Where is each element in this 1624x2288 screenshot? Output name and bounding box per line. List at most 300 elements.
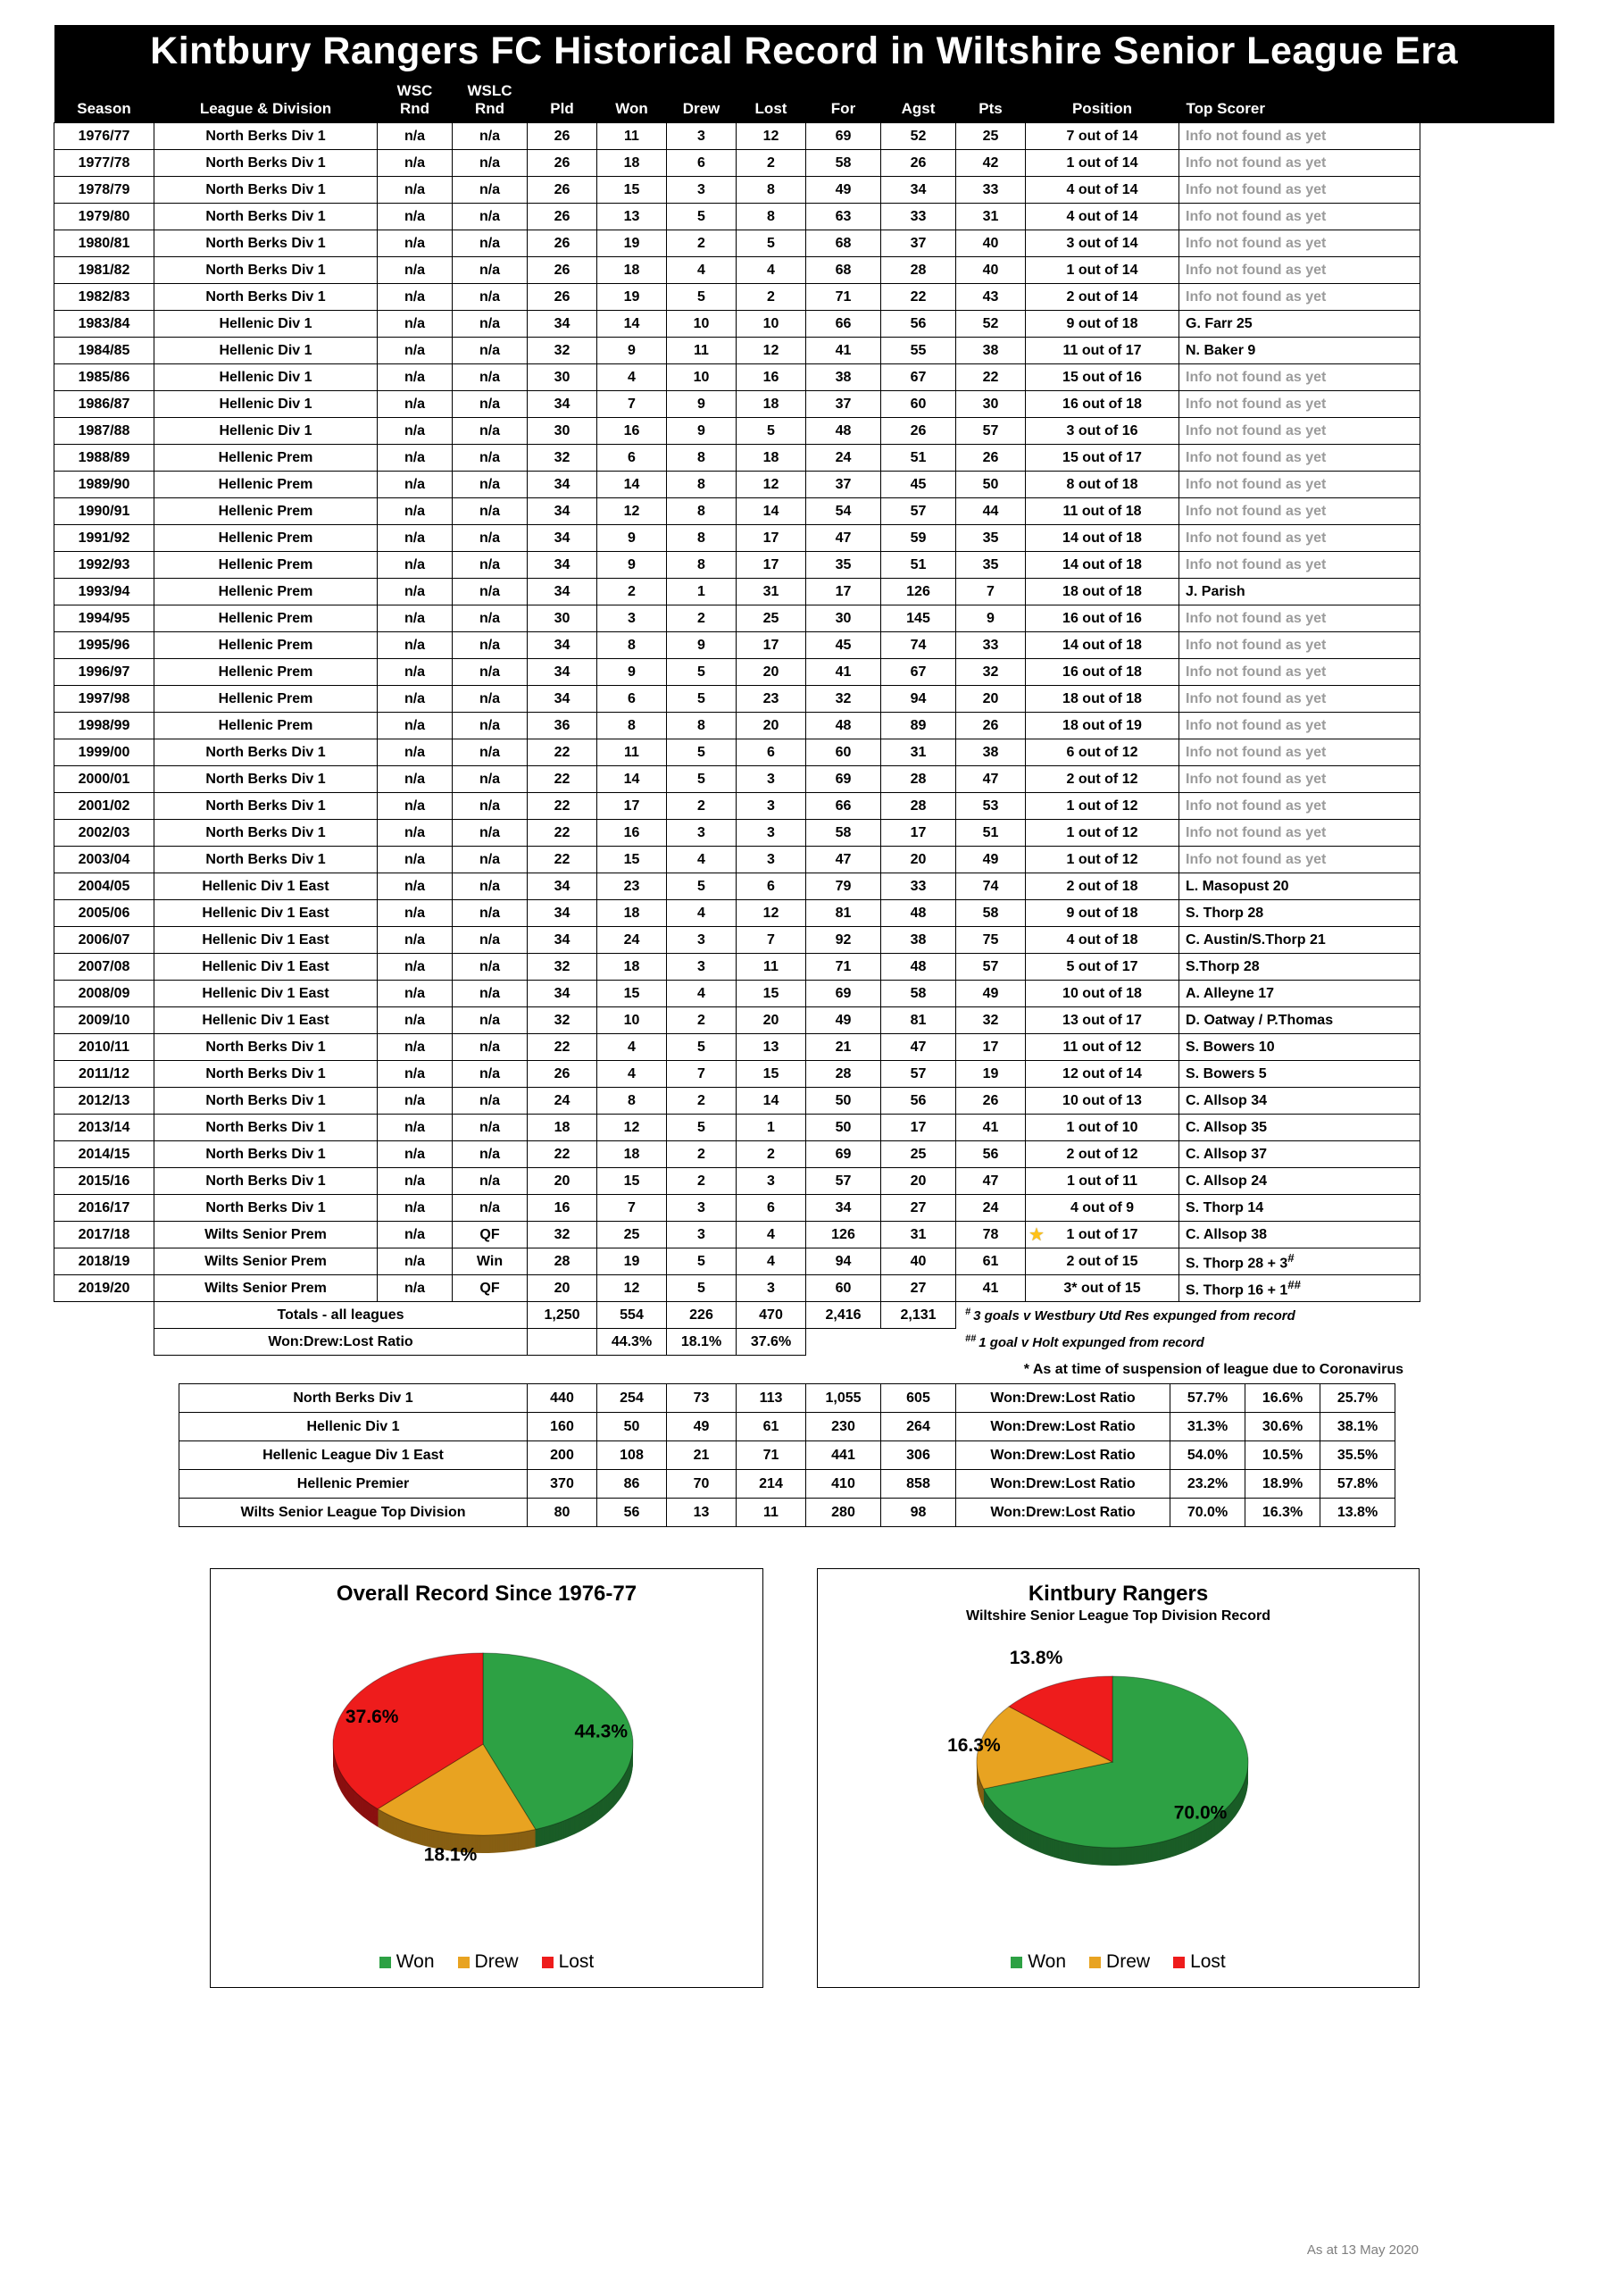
cell-pld: 34 — [528, 927, 597, 954]
cell-won: 11 — [597, 739, 667, 766]
cell-league: Hellenic Prem — [154, 713, 378, 739]
scorer-footnote-mark: # — [1287, 1250, 1295, 1265]
cell-pos: 4 out of 14 — [1026, 204, 1179, 230]
cell-lost: 2 — [737, 284, 806, 311]
cell-won: 15 — [597, 981, 667, 1007]
cell-agst: 51 — [881, 552, 956, 579]
cell-wslc: n/a — [453, 364, 528, 391]
row-filler — [1420, 605, 1554, 632]
cell-drew: 2 — [667, 1007, 737, 1034]
cell-pld: 34 — [528, 686, 597, 713]
cell-agst: 51 — [881, 445, 956, 472]
cell-wslc: n/a — [453, 498, 528, 525]
row-filler — [1420, 284, 1554, 311]
col-header-pts: Pts — [956, 77, 1026, 123]
cell-pos: 16 out of 16 — [1026, 605, 1179, 632]
cell-wsc: n/a — [378, 605, 453, 632]
cell-league: Hellenic Prem — [154, 525, 378, 552]
cell-for: 37 — [806, 472, 881, 498]
cell-season: 1981/82 — [54, 257, 154, 284]
cell-wsc: n/a — [378, 1115, 453, 1141]
cell-scorer: S. Bowers 10 — [1179, 1034, 1420, 1061]
cell-scorer: S.Thorp 28 — [1179, 954, 1420, 981]
cell-league: North Berks Div 1 — [154, 1088, 378, 1115]
cell-league: North Berks Div 1 — [154, 123, 378, 150]
cell-season: 2017/18 — [54, 1222, 154, 1248]
cell-league: Hellenic Div 1 East — [154, 981, 378, 1007]
summary-cell-drew: 73 — [667, 1384, 737, 1413]
cell-pts: 9 — [956, 605, 1026, 632]
cell-drew: 10 — [667, 311, 737, 338]
row-filler — [1420, 659, 1554, 686]
summary-cell-ratio-label: Won:Drew:Lost Ratio — [956, 1384, 1170, 1413]
cell-wslc: n/a — [453, 525, 528, 552]
cell-pts: 53 — [956, 793, 1026, 820]
cell-won: 25 — [597, 1222, 667, 1248]
cell-league: Hellenic Div 1 — [154, 418, 378, 445]
pie-value-label: 16.3% — [947, 1734, 1001, 1756]
cell-scorer: S. Thorp 16 + 1## — [1179, 1275, 1420, 1302]
cell-wsc: n/a — [378, 954, 453, 981]
cell-wslc: n/a — [453, 1115, 528, 1141]
legend-label: Drew — [1106, 1951, 1151, 1972]
cell-scorer: C. Allsop 37 — [1179, 1141, 1420, 1168]
cell-for: 35 — [806, 552, 881, 579]
cell-pts: 57 — [956, 954, 1026, 981]
cell-won: 7 — [597, 391, 667, 418]
cell-pld: 34 — [528, 900, 597, 927]
cell-wslc: n/a — [453, 123, 528, 150]
cell-for: 24 — [806, 445, 881, 472]
cell-pos: 1 out of 12 — [1026, 793, 1179, 820]
league-summary-table — [179, 1383, 1395, 1527]
cell-lost: 4 — [737, 1248, 806, 1275]
cell-wslc: n/a — [453, 739, 528, 766]
cell-pld: 26 — [528, 230, 597, 257]
cell-won: 4 — [597, 1034, 667, 1061]
as-at-date: As at 13 May 2020 — [1306, 2242, 1419, 2258]
summary-cell-league: Hellenic League Div 1 East — [179, 1441, 528, 1470]
cell-drew: 10 — [667, 364, 737, 391]
cell-season: 1990/91 — [54, 498, 154, 525]
cell-season: 2005/06 — [54, 900, 154, 927]
cell-wslc: n/a — [453, 605, 528, 632]
cell-pld: 24 — [528, 1088, 597, 1115]
cell-season: 2003/04 — [54, 847, 154, 873]
season-row — [54, 1007, 1554, 1034]
summary-cell-won: 86 — [597, 1470, 667, 1499]
cell-pld: 26 — [528, 123, 597, 150]
summary-cell-pld: 440 — [528, 1384, 597, 1413]
cell-pld: 22 — [528, 766, 597, 793]
cell-pos: 3* out of 15 — [1026, 1275, 1179, 1302]
cell-won: 6 — [597, 445, 667, 472]
footnote-holt — [806, 1329, 1554, 1356]
cell-pos: 1 out of 11 — [1026, 1168, 1179, 1195]
cell-lost: 20 — [737, 659, 806, 686]
cell-won: 18 — [597, 954, 667, 981]
summary-cell-drew-pct: 10.5% — [1245, 1441, 1320, 1470]
cell-pts: 24 — [956, 1195, 1026, 1222]
cell-drew: 3 — [667, 1195, 737, 1222]
season-row — [54, 1061, 1554, 1088]
summary-cell-lost: 113 — [737, 1384, 806, 1413]
legend-label: Won — [396, 1951, 435, 1972]
cell-for: 17 — [806, 579, 881, 605]
cell-agst: 57 — [881, 1061, 956, 1088]
cell-agst: 56 — [881, 311, 956, 338]
cell-season: 2019/20 — [54, 1275, 154, 1302]
cell-lost: 3 — [737, 793, 806, 820]
cell-lost: 16 — [737, 364, 806, 391]
cell-pts: 31 — [956, 204, 1026, 230]
row-filler — [1420, 338, 1554, 364]
cell-drew: 5 — [667, 1034, 737, 1061]
summary-cell-won-pct: 31.3% — [1170, 1413, 1245, 1441]
cell-pts: 30 — [956, 391, 1026, 418]
cell-agst: 58 — [881, 981, 956, 1007]
cell-pts: 7 — [956, 579, 1026, 605]
cell-pld: 26 — [528, 257, 597, 284]
season-row — [54, 1275, 1554, 1302]
cell-pos: 2 out of 12 — [1026, 1141, 1179, 1168]
summary-cell-ratio-label: Won:Drew:Lost Ratio — [956, 1499, 1170, 1527]
cell-drew: 2 — [667, 605, 737, 632]
footnote-westbury — [956, 1302, 1554, 1329]
cell-for: 58 — [806, 820, 881, 847]
cell-pos: 3 out of 16 — [1026, 418, 1179, 445]
cell-won: 15 — [597, 177, 667, 204]
cell-scorer: Info not found as yet — [1179, 847, 1420, 873]
legend-item-won — [1011, 1951, 1066, 1973]
cell-season: 1994/95 — [54, 605, 154, 632]
cell-league: Hellenic Div 1 East — [154, 900, 378, 927]
cell-pld: 26 — [528, 284, 597, 311]
cell-lost: 15 — [737, 981, 806, 1007]
cell-won: 8 — [597, 1088, 667, 1115]
cell-lost: 18 — [737, 391, 806, 418]
season-row — [54, 1088, 1554, 1115]
row-filler — [1420, 739, 1554, 766]
cell-lost: 20 — [737, 1007, 806, 1034]
cell-season: 1989/90 — [54, 472, 154, 498]
cell-lost: 11 — [737, 954, 806, 981]
cell-drew: 9 — [667, 418, 737, 445]
cell-for: 37 — [806, 391, 881, 418]
summary-cell-drew-pct: 30.6% — [1245, 1413, 1320, 1441]
cell-scorer: S. Thorp 14 — [1179, 1195, 1420, 1222]
totals-row — [54, 1302, 1554, 1329]
cell-league: Hellenic Prem — [154, 498, 378, 525]
cell-drew: 3 — [667, 954, 737, 981]
row-filler — [1420, 927, 1554, 954]
cell-won: 8 — [597, 713, 667, 739]
cell-pts: 40 — [956, 230, 1026, 257]
cell-pts: 40 — [956, 257, 1026, 284]
legend-label: Lost — [1190, 1951, 1226, 1972]
cell-won: 16 — [597, 418, 667, 445]
summary-cell-for: 280 — [806, 1499, 881, 1527]
cell-league: North Berks Div 1 — [154, 766, 378, 793]
cell-wsc: n/a — [378, 1088, 453, 1115]
col-header-season: Season — [54, 77, 154, 123]
cell-scorer: Info not found as yet — [1179, 123, 1420, 150]
cell-season: 1984/85 — [54, 338, 154, 364]
cell-pts: 56 — [956, 1141, 1026, 1168]
summary-cell-won-pct: 54.0% — [1170, 1441, 1245, 1470]
pie-value-label: 13.8% — [1009, 1648, 1063, 1669]
cell-for: 34 — [806, 1195, 881, 1222]
cell-pos: 15 out of 16 — [1026, 364, 1179, 391]
summary-cell-drew: 21 — [667, 1441, 737, 1470]
cell-lost: 1 — [737, 1115, 806, 1141]
cell-drew: 4 — [667, 847, 737, 873]
cell-drew: 2 — [667, 1088, 737, 1115]
ratio-spacer — [54, 1329, 154, 1356]
cell-agst: 56 — [881, 1088, 956, 1115]
cell-scorer: C. Austin/S.Thorp 21 — [1179, 927, 1420, 954]
cell-wslc: n/a — [453, 230, 528, 257]
cell-scorer: A. Alleyne 17 — [1179, 981, 1420, 1007]
cell-pos: 18 out of 18 — [1026, 686, 1179, 713]
cell-wslc: n/a — [453, 820, 528, 847]
cell-for: 66 — [806, 311, 881, 338]
cell-pld: 26 — [528, 1061, 597, 1088]
cell-lost: 12 — [737, 338, 806, 364]
cell-lost: 3 — [737, 1168, 806, 1195]
cell-lost: 6 — [737, 1195, 806, 1222]
legend-label: Won — [1028, 1951, 1067, 1972]
cell-won: 23 — [597, 873, 667, 900]
cell-season: 1985/86 — [54, 364, 154, 391]
row-filler — [1420, 900, 1554, 927]
cell-pos: 9 out of 18 — [1026, 311, 1179, 338]
cell-league: Hellenic Div 1 East — [154, 954, 378, 981]
legend-item-lost — [542, 1951, 595, 1973]
cell-pts: 78 — [956, 1222, 1026, 1248]
cell-wsc: n/a — [378, 579, 453, 605]
cell-pos: 9 out of 18 — [1026, 900, 1179, 927]
pie-value-label: 44.3% — [574, 1721, 629, 1742]
cell-pts: 49 — [956, 981, 1026, 1007]
cell-wslc: n/a — [453, 659, 528, 686]
cell-agst: 26 — [881, 418, 956, 445]
cell-league: North Berks Div 1 — [154, 1168, 378, 1195]
cell-season: 2008/09 — [54, 981, 154, 1007]
row-filler — [1420, 713, 1554, 739]
cell-league: North Berks Div 1 — [154, 793, 378, 820]
cell-drew: 9 — [667, 632, 737, 659]
col-header-wsc-top: WSC — [396, 82, 433, 99]
cell-for: 50 — [806, 1115, 881, 1141]
cell-scorer: S. Bowers 5 — [1179, 1061, 1420, 1088]
cell-league: North Berks Div 1 — [154, 1115, 378, 1141]
cell-wslc: n/a — [453, 284, 528, 311]
cell-league: North Berks Div 1 — [154, 204, 378, 230]
cell-pts: 47 — [956, 1168, 1026, 1195]
row-filler — [1420, 1034, 1554, 1061]
cell-pos: 2 out of 15 — [1026, 1248, 1179, 1275]
cell-league: Hellenic Prem — [154, 579, 378, 605]
cell-lost: 17 — [737, 632, 806, 659]
cell-won: 18 — [597, 257, 667, 284]
cell-season: 2000/01 — [54, 766, 154, 793]
cell-pos: 4 out of 14 — [1026, 177, 1179, 204]
cell-pos: 1 out of 10 — [1026, 1115, 1179, 1141]
cell-drew: 8 — [667, 498, 737, 525]
cell-scorer: Info not found as yet — [1179, 552, 1420, 579]
champions-star-icon: ★ — [1029, 1225, 1045, 1245]
cell-pts: 33 — [956, 177, 1026, 204]
cell-pld: 30 — [528, 364, 597, 391]
cell-pld: 34 — [528, 659, 597, 686]
row-filler — [1420, 472, 1554, 498]
season-row — [54, 766, 1554, 793]
cell-scorer: Info not found as yet — [1179, 391, 1420, 418]
cell-won: 9 — [597, 659, 667, 686]
summary-cell-lost: 71 — [737, 1441, 806, 1470]
ratio-drew: 18.1% — [667, 1329, 737, 1356]
ratio-pld-empty — [528, 1329, 597, 1356]
cell-wslc: n/a — [453, 713, 528, 739]
cell-pld: 32 — [528, 954, 597, 981]
cell-pos: 18 out of 19 — [1026, 713, 1179, 739]
cell-pos: 11 out of 12 — [1026, 1034, 1179, 1061]
cell-won: 19 — [597, 1248, 667, 1275]
summary-cell-league: North Berks Div 1 — [179, 1384, 528, 1413]
cell-drew: 5 — [667, 873, 737, 900]
summary-row — [179, 1470, 1395, 1499]
summary-cell-lost: 11 — [737, 1499, 806, 1527]
cell-wsc: n/a — [378, 632, 453, 659]
cell-scorer: Info not found as yet — [1179, 793, 1420, 820]
footnote-mark: ## — [965, 1333, 977, 1345]
footnote-mark: # — [965, 1307, 971, 1318]
cell-won: 14 — [597, 766, 667, 793]
cell-wslc: n/a — [453, 793, 528, 820]
cell-wsc: n/a — [378, 1222, 453, 1248]
summary-cell-won-pct: 70.0% — [1170, 1499, 1245, 1527]
cell-lost: 2 — [737, 1141, 806, 1168]
cell-pld: 22 — [528, 793, 597, 820]
cell-for: 45 — [806, 632, 881, 659]
season-row — [54, 123, 1554, 150]
season-row — [54, 1141, 1554, 1168]
cell-agst: 126 — [881, 579, 956, 605]
cell-season: 2002/03 — [54, 820, 154, 847]
totals-section — [54, 1302, 1554, 1356]
summary-cell-agst: 858 — [881, 1470, 956, 1499]
cell-pts: 26 — [956, 713, 1026, 739]
cell-wsc: n/a — [378, 686, 453, 713]
row-filler — [1420, 1115, 1554, 1141]
cell-pld: 32 — [528, 1222, 597, 1248]
cell-pts: 41 — [956, 1115, 1026, 1141]
overall-record-pie-chart — [211, 1610, 762, 1905]
cell-pld: 32 — [528, 445, 597, 472]
col-header-league: League & Division — [154, 77, 378, 123]
cell-season: 2016/17 — [54, 1195, 154, 1222]
summary-cell-lost-pct: 13.8% — [1320, 1499, 1395, 1527]
cell-lost: 8 — [737, 204, 806, 230]
cell-pts: 52 — [956, 311, 1026, 338]
row-filler — [1420, 632, 1554, 659]
coronavirus-note: * As at time of suspension of league due to Coronavirus — [1023, 1362, 1403, 1377]
row-filler — [1420, 498, 1554, 525]
cell-agst: 27 — [881, 1195, 956, 1222]
row-filler — [1420, 1248, 1554, 1275]
summary-cell-won: 254 — [597, 1384, 667, 1413]
cell-pts: 58 — [956, 900, 1026, 927]
cell-for: 69 — [806, 766, 881, 793]
legend-item-drew — [458, 1951, 519, 1973]
cell-won: 13 — [597, 204, 667, 230]
cell-agst: 145 — [881, 605, 956, 632]
cell-pts: 51 — [956, 820, 1026, 847]
cell-won: 10 — [597, 1007, 667, 1034]
cell-season: 1998/99 — [54, 713, 154, 739]
cell-lost: 23 — [737, 686, 806, 713]
cell-drew: 3 — [667, 927, 737, 954]
cell-for: 38 — [806, 364, 881, 391]
cell-pts: 38 — [956, 338, 1026, 364]
cell-pts: 74 — [956, 873, 1026, 900]
cell-won: 12 — [597, 498, 667, 525]
cell-lost: 5 — [737, 230, 806, 257]
cell-pos: 2 out of 14 — [1026, 284, 1179, 311]
summary-cell-ratio-label: Won:Drew:Lost Ratio — [956, 1441, 1170, 1470]
cell-lost: 25 — [737, 605, 806, 632]
cell-season: 1997/98 — [54, 686, 154, 713]
cell-pos: 4 out of 18 — [1026, 927, 1179, 954]
cell-scorer: Info not found as yet — [1179, 739, 1420, 766]
cell-season: 2015/16 — [54, 1168, 154, 1195]
cell-league: North Berks Div 1 — [154, 847, 378, 873]
cell-scorer: S. Thorp 28 — [1179, 900, 1420, 927]
cell-pos: 11 out of 17 — [1026, 338, 1179, 364]
cell-agst: 26 — [881, 150, 956, 177]
cell-pos: 2 out of 12 — [1026, 766, 1179, 793]
cell-wslc: n/a — [453, 177, 528, 204]
row-filler — [1420, 525, 1554, 552]
row-filler — [1420, 230, 1554, 257]
cell-drew: 5 — [667, 739, 737, 766]
cell-pos: 10 out of 13 — [1026, 1088, 1179, 1115]
cell-season: 2004/05 — [54, 873, 154, 900]
cell-pld: 34 — [528, 981, 597, 1007]
row-filler — [1420, 686, 1554, 713]
cell-season: 1999/00 — [54, 739, 154, 766]
summary-cell-for: 1,055 — [806, 1384, 881, 1413]
pie-value-label: 18.1% — [423, 1844, 478, 1866]
cell-drew: 8 — [667, 552, 737, 579]
cell-agst: 55 — [881, 338, 956, 364]
row-filler — [1420, 311, 1554, 338]
cell-for: 58 — [806, 150, 881, 177]
cell-pos: 14 out of 18 — [1026, 632, 1179, 659]
cell-season: 2011/12 — [54, 1061, 154, 1088]
cell-scorer: C. Allsop 35 — [1179, 1115, 1420, 1141]
totals-drew: 226 — [667, 1302, 737, 1329]
cell-scorer: Info not found as yet — [1179, 445, 1420, 472]
history-table — [54, 25, 1554, 1356]
cell-scorer: Info not found as yet — [1179, 632, 1420, 659]
cell-pld: 20 — [528, 1275, 597, 1302]
cell-drew: 4 — [667, 900, 737, 927]
cell-drew: 5 — [667, 204, 737, 230]
cell-for: 81 — [806, 900, 881, 927]
cell-agst: 57 — [881, 498, 956, 525]
